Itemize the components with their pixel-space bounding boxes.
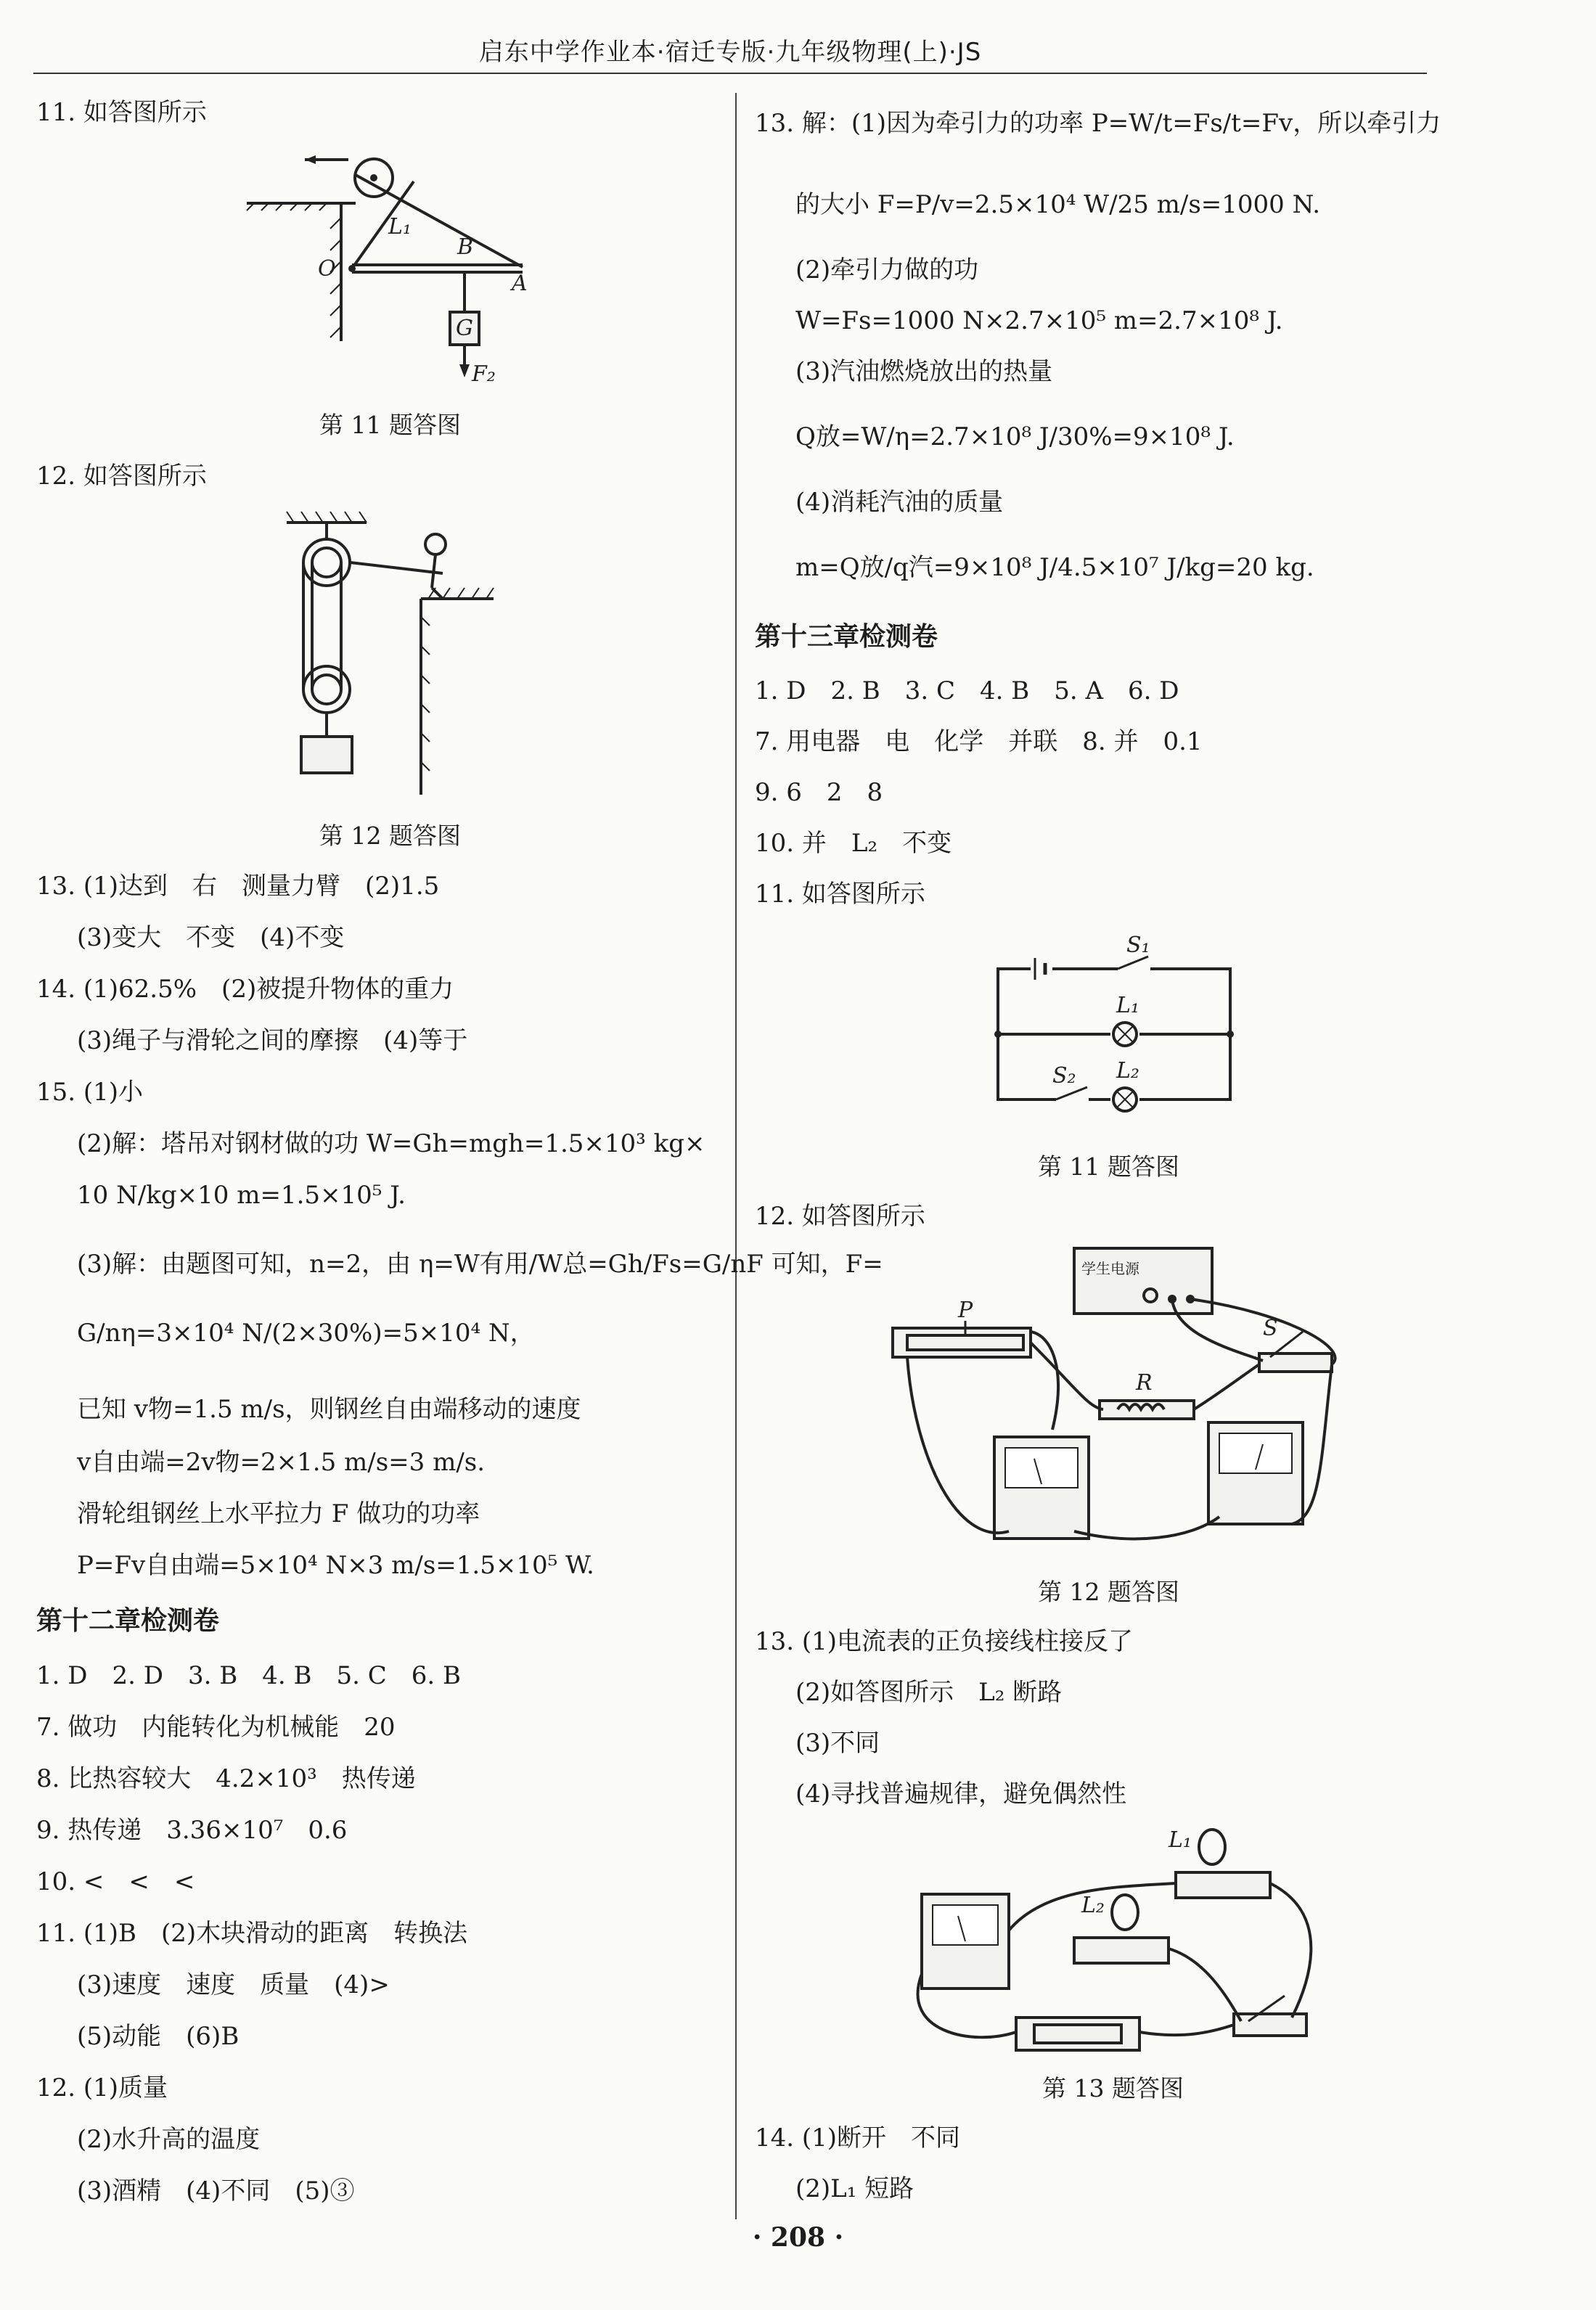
answer-line: (3)酒精 (4)不同 (5)③	[77, 2176, 355, 2205]
svg-text:O: O	[318, 256, 336, 282]
q12-pulley-figure	[276, 508, 523, 798]
answer-line: 11. 如答图所示	[755, 880, 925, 909]
q11-title: 11. 如答图所示	[36, 98, 207, 127]
answer-line: 已知 v物=1.5 m/s，则钢丝自由端移动的速度	[77, 1395, 581, 1424]
svg-text:G: G	[456, 316, 473, 341]
answer-line: (2)L₁ 短路	[795, 2174, 914, 2203]
answer-line: (3)变大 不变 (4)不变	[77, 923, 345, 952]
q12-caption: 第 12 题答图	[319, 822, 461, 850]
answer-line: (5)动能 (6)B	[77, 2022, 240, 2051]
answer-line: Q放=W/η=2.7×10⁸ J/30%=9×10⁸ J.	[795, 422, 1235, 451]
answer-line: 15. (1)小	[36, 1078, 144, 1107]
answer-line: (3)速度 速度 质量 (4)>	[77, 1970, 390, 1999]
answer-line: (4)寻找普遍规律，避免偶然性	[795, 1779, 1127, 1809]
answer-line: m=Q放/q汽=9×10⁸ J/4.5×10⁷ J/kg=20 kg.	[795, 553, 1314, 582]
column-divider	[735, 93, 737, 2219]
answer-line: (2)牵引力做的功	[795, 255, 979, 284]
chapter13-heading: 第十三章检测卷	[755, 622, 938, 652]
answer-line: 10 N/kg×10 m=1.5×10⁵ J.	[77, 1181, 406, 1210]
svg-text:L₁: L₁	[388, 214, 412, 239]
svg-text:L₂: L₂	[1116, 1058, 1139, 1084]
answer-line: v自由端=2v物=2×1.5 m/s=3 m/s.	[77, 1448, 486, 1477]
fig11-circuit	[987, 922, 1241, 1118]
svg-text:P: P	[958, 1298, 973, 1323]
answer-line: 8. 比热容较大 4.2×10³ 热传递	[36, 1764, 416, 1793]
svg-text:R: R	[1136, 1370, 1153, 1396]
chapter12-heading: 第十二章检测卷	[36, 1606, 220, 1636]
answer-line: (3)绳子与滑轮之间的摩擦 (4)等于	[77, 1026, 468, 1055]
answer-line: 12. (1)质量	[36, 2073, 168, 2102]
answer-line: (3)解：由题图可知，n=2，由 η=W有用/W总=Gh/Fs=G/nF 可知，F=	[77, 1250, 883, 1279]
answer-line: (3)不同	[795, 1729, 880, 1758]
answer-line: 1. D 2. B 3. C 4. B 5. A 6. D	[755, 676, 1179, 705]
svg-text:L₁: L₁	[1169, 1827, 1192, 1853]
svg-text:F₂: F₂	[472, 361, 496, 387]
svg-text:L₂: L₂	[1081, 1893, 1105, 1918]
svg-text:S: S	[1263, 1316, 1278, 1341]
answer-line: 滑轮组钢丝上水平拉力 F 做功的功率	[77, 1499, 480, 1528]
answer-line: 10. 并 L₂ 不变	[755, 829, 952, 858]
answer-line: 1. D 2. D 3. B 4. B 5. C 6. B	[36, 1661, 461, 1690]
answer-line: (4)消耗汽油的质量	[795, 488, 1004, 517]
svg-text:S₁: S₁	[1126, 933, 1150, 958]
svg-text:S₂: S₂	[1052, 1063, 1076, 1089]
answer-line: 14. (1)62.5% (2)被提升物体的重力	[36, 975, 454, 1004]
svg-text:学生电源: 学生电源	[1081, 1260, 1139, 1277]
answer-line: 10. < < <	[36, 1867, 195, 1896]
answer-line: W=Fs=1000 N×2.7×10⁵ m=2.7×10⁸ J.	[795, 306, 1283, 335]
page-number: · 208 ·	[752, 2222, 844, 2253]
answer-line: 14. (1)断开 不同	[755, 2123, 961, 2153]
answer-line: 13. 解：(1)因为牵引力的功率 P=W/t=Fs/t=Fv，所以牵引力	[755, 109, 1441, 138]
answer-line: (2)如答图所示 L₂ 断路	[795, 1678, 1063, 1707]
q11-caption: 第 11 题答图	[319, 411, 461, 439]
fig13-circuit	[900, 1814, 1321, 2061]
answer-line: 7. 用电器 电 化学 并联 8. 并 0.1	[755, 727, 1203, 756]
svg-text:A: A	[512, 271, 528, 296]
running-header: 启东中学作业本·宿迁专版·九年级物理(上)·JS	[33, 32, 1427, 74]
answer-line: (2)水升高的温度	[77, 2125, 261, 2154]
q11-lever-figure	[232, 138, 552, 399]
answer-line: P=Fv自由端=5×10⁴ N×3 m/s=1.5×10⁵ W.	[77, 1551, 594, 1580]
answer-line: G/nη=3×10⁴ N/(2×30%)=5×10⁴ N，	[77, 1319, 535, 1348]
q12-title: 12. 如答图所示	[36, 462, 207, 491]
q12-title-right: 12. 如答图所示	[755, 1202, 925, 1231]
fig13-caption: 第 13 题答图	[1042, 2074, 1184, 2102]
svg-text:L₁: L₁	[1116, 993, 1139, 1018]
answer-line: 7. 做功 内能转化为机械能 20	[36, 1713, 396, 1742]
answer-line: (2)解：塔吊对钢材做的功 W=Gh=mgh=1.5×10³ kg×	[77, 1129, 705, 1158]
answer-line: 9. 热传递 3.36×10⁷ 0.6	[36, 1816, 348, 1845]
answer-line: 9. 6 2 8	[755, 778, 883, 807]
fig12-caption: 第 12 题答图	[1038, 1578, 1179, 1606]
answer-line: 13. (1)达到 右 测量力臂 (2)1.5	[36, 872, 440, 901]
fig11-caption: 第 11 题答图	[1038, 1152, 1179, 1181]
answer-line: (3)汽油燃烧放出的热量	[795, 357, 1053, 386]
answer-line: 的大小 F=P/v=2.5×10⁴ W/25 m/s=1000 N.	[795, 190, 1320, 219]
svg-text:B: B	[457, 234, 474, 260]
answer-line: 11. (1)B (2)木块滑动的距离 转换法	[36, 1919, 468, 1948]
answer-line: 13. (1)电流表的正负接线柱接反了	[755, 1627, 1134, 1656]
fig12-circuit	[885, 1241, 1350, 1560]
